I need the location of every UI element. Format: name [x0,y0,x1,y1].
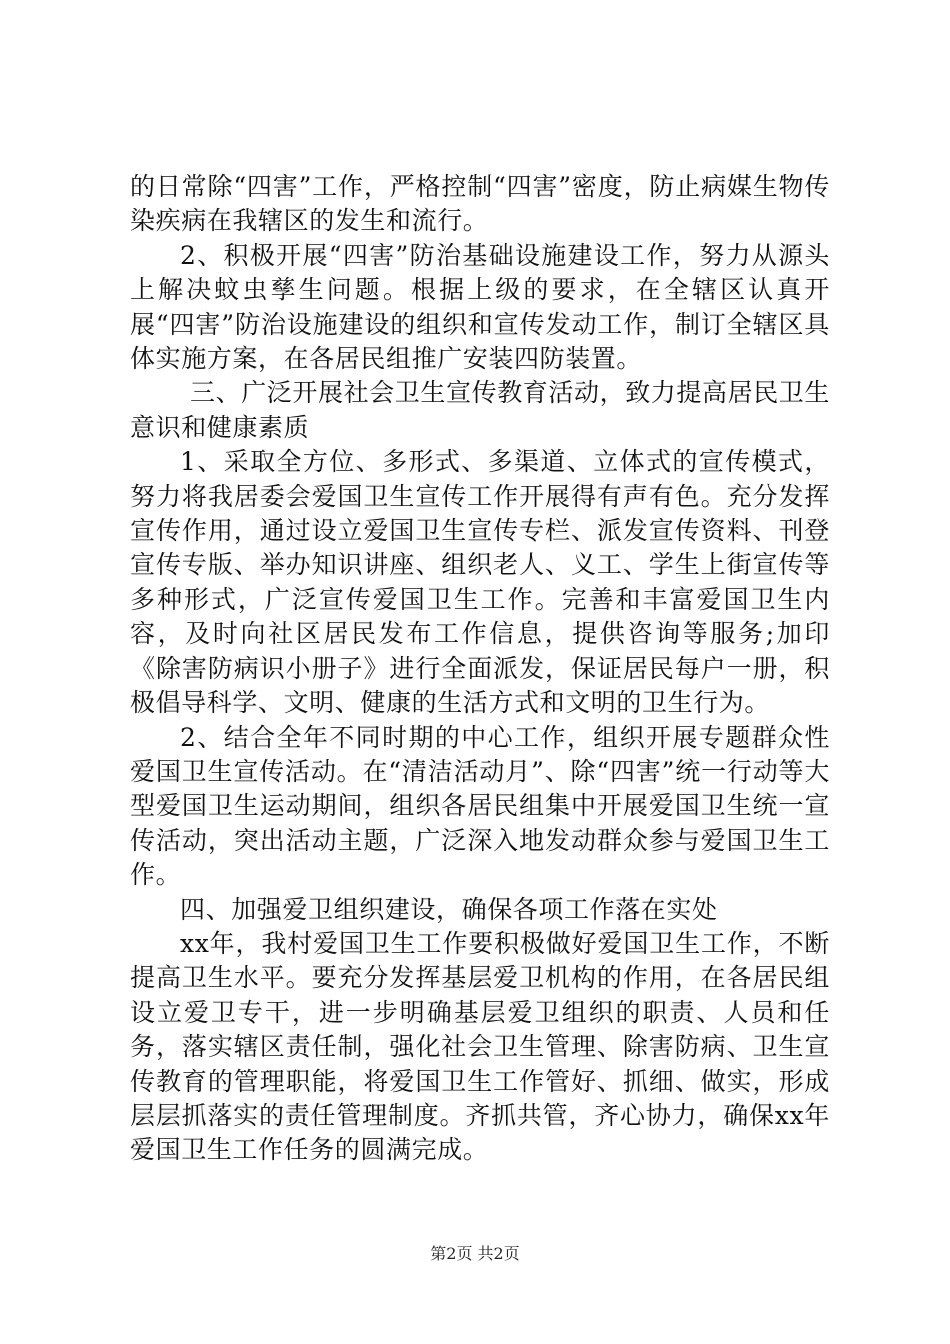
paragraph-item-2-campaign: 2、结合全年不同时期的中心工作，组织开展专题群众性爱国卫生宣传活动。在“清洁活动月”、除“四害”统一行动等大型爱国卫生运动期间，组织各居民组集中开展爱国卫生统一宣传活动，突出活动主题，广泛深入地发动群众参与爱国卫生工作。 [130,722,830,890]
paragraph-organization: xx年，我村爱国卫生工作要积极做好爱国卫生工作，不断提高卫生水平。要充分发挥基层爱卫机构的作用，在各居民组设立爱卫专干，进一步明确基层爱卫组织的职责、人员和任务，落实辖区责任制，强化社会卫生管理、除害防病、卫生宣传教育的管理职能，将爱国卫生工作管好、抓细、做实，形成层层抓落实的责任管理制度。齐抓共管，齐心协力，确保xx年爱国卫生工作任务的圆满完成。 [130,928,830,1165]
section-heading-3: 三、广泛开展社会卫生宣传教育活动，致力提高居民卫生意识和健康素质 [130,378,831,442]
document-body [130,170,830,1168]
page-number-label: 第2页 共2页 [430,1244,520,1263]
paragraph-item-1-publicity: 1、采取全方位、多形式、多渠道、立体式的宣传模式，努力将我居委会爱国卫生宣传工作开展得有声有色。充分发挥宣传作用，通过设立爱国卫生宣传专栏、派发宣传资料、刊登宣传专版、举办知识讲座、组织老人、义工、学生上街宣传等多种形式，广泛宣传爱国卫生工作。完善和丰富爱国卫生内容，及时向社区居民发布工作信息，提供咨询等服务;加印《除害防病识小册子》进行全面派发，保证居民每户一册，积极倡导科学、文明、健康的生活方式和文明的卫生行为。 [130,447,830,718]
page-footer [0,1244,950,1264]
section-heading-4: 四、加强爱卫组织建设，确保各项工作落在实处 [180,894,718,924]
paragraph-continuation: 的日常除“四害”工作，严格控制“四害”密度，防止病媒生物传染疾病在我辖区的发生和流行。 [130,172,830,236]
paragraph-item-2-infrastructure: 2、积极开展“四害”防治基础设施建设工作，努力从源头上解决蚊虫孳生问题。根据上级的要求，在全辖区认真开展“四害”防治设施建设的组织和宣传发动工作，制订全辖区具体实施方案，在各居民组推广安装四防装置。 [130,240,830,374]
